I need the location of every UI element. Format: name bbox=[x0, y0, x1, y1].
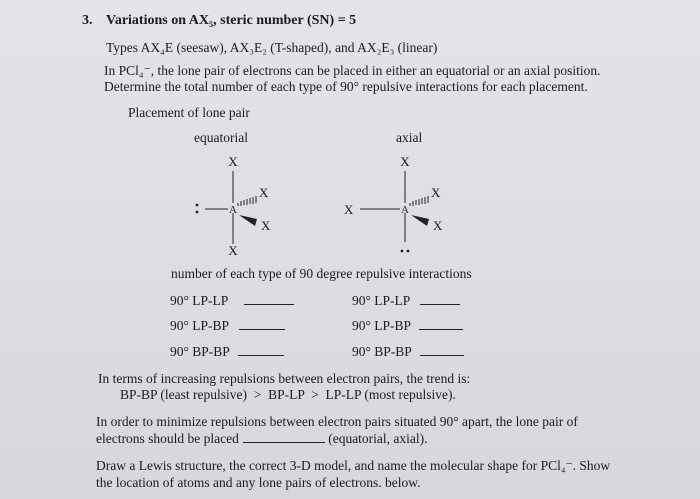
minimize-line-1: In order to minimize repulsions between electron pairs situated 90° apart, the lone pair of bbox=[96, 414, 578, 429]
ax-bp-bp-row bbox=[352, 344, 464, 360]
trend-line-2: BP-BP (least repulsive) > BP-LP > LP-LP (most repulsive). bbox=[120, 387, 456, 402]
minimize-line-2 bbox=[96, 431, 428, 447]
axial-top-x: X bbox=[400, 154, 410, 169]
ax-lp-bp-label: 90° LP-BP bbox=[352, 318, 412, 333]
minimize-text-b: (equatorial, axial). bbox=[328, 431, 428, 446]
lone-pair-dot bbox=[196, 204, 199, 207]
central-atom-a: A bbox=[401, 204, 409, 216]
eq-lp-lp-blank[interactable] bbox=[244, 303, 294, 305]
axial-tshape-diagram bbox=[332, 150, 472, 262]
placement-answer-blank[interactable] bbox=[243, 441, 325, 443]
eq-lp-bp-row bbox=[170, 318, 285, 334]
intro-line-2: Determine the total number of each type of 90° repulsive interactions for each placement. bbox=[104, 79, 588, 94]
solid-wedge-bond bbox=[239, 215, 257, 226]
ax-bp-bp-blank[interactable] bbox=[420, 354, 464, 356]
hashed-x: X bbox=[431, 185, 441, 200]
eq-lp-lp-row bbox=[170, 293, 294, 309]
lone-pair-dot bbox=[407, 250, 410, 253]
central-atom-a: A bbox=[229, 204, 237, 216]
hashed-x: X bbox=[259, 185, 269, 200]
ax-lp-lp-label: 90° LP-LP bbox=[352, 293, 411, 308]
eq-bp-bp-row bbox=[170, 344, 284, 360]
interactions-heading: number of each type of 90 degree repulsive interactions bbox=[171, 266, 472, 281]
ax-lp-lp-blank[interactable] bbox=[420, 303, 460, 305]
ax-lp-bp-row bbox=[352, 318, 463, 334]
draw-line-2: the location of atoms and any lone pairs of electrons. below. bbox=[96, 475, 421, 490]
ax-lp-bp-blank[interactable] bbox=[419, 328, 463, 330]
eq-bp-bp-label: 90° BP-BP bbox=[170, 344, 230, 359]
eq-lp-bp-blank[interactable] bbox=[239, 328, 285, 330]
problem-title: Variations on AX₅, steric number (SN) = 5 bbox=[106, 13, 357, 28]
axial-label: axial bbox=[396, 130, 423, 145]
hashed-wedge-bond bbox=[238, 196, 256, 206]
axial-top-x: X bbox=[228, 154, 238, 169]
eq-bp-bp-blank[interactable] bbox=[238, 354, 284, 356]
wedge-x: X bbox=[433, 218, 443, 233]
placement-label: Placement of lone pair bbox=[128, 105, 250, 120]
eq-lp-bp-label: 90° LP-BP bbox=[170, 318, 230, 333]
ax-bp-bp-label: 90° BP-BP bbox=[352, 344, 412, 359]
intro-line-1: In PCl₄⁻, the lone pair of electrons can be placed in either an equatorial or an axial position. bbox=[104, 63, 601, 78]
wedge-x: X bbox=[261, 218, 271, 233]
trend-line-1: In terms of increasing repulsions between electron pairs, the trend is: bbox=[98, 371, 471, 386]
types-line: Types AX₄E (seesaw), AX₃E₂ (T-shaped), and AX₂E₃ (linear) bbox=[106, 40, 438, 55]
equatorial-label: equatorial bbox=[194, 130, 248, 145]
draw-line-1: Draw a Lewis structure, the correct 3-D model, and name the molecular shape for PCl₄⁻. Show bbox=[96, 458, 611, 473]
lone-pair-dot bbox=[401, 250, 404, 253]
eq-lp-lp-label: 90° LP-LP bbox=[170, 293, 229, 308]
ax-lp-lp-row bbox=[352, 293, 460, 309]
axial-bottom-x: X bbox=[228, 243, 238, 258]
minimize-text-a: electrons should be placed bbox=[96, 431, 239, 446]
equatorial-seesaw-diagram bbox=[160, 150, 300, 262]
solid-wedge-bond bbox=[411, 215, 429, 226]
lone-pair-dot bbox=[196, 211, 199, 214]
left-x: X bbox=[344, 202, 354, 217]
problem-number: 3. bbox=[82, 13, 93, 28]
hashed-wedge-bond bbox=[410, 196, 428, 206]
